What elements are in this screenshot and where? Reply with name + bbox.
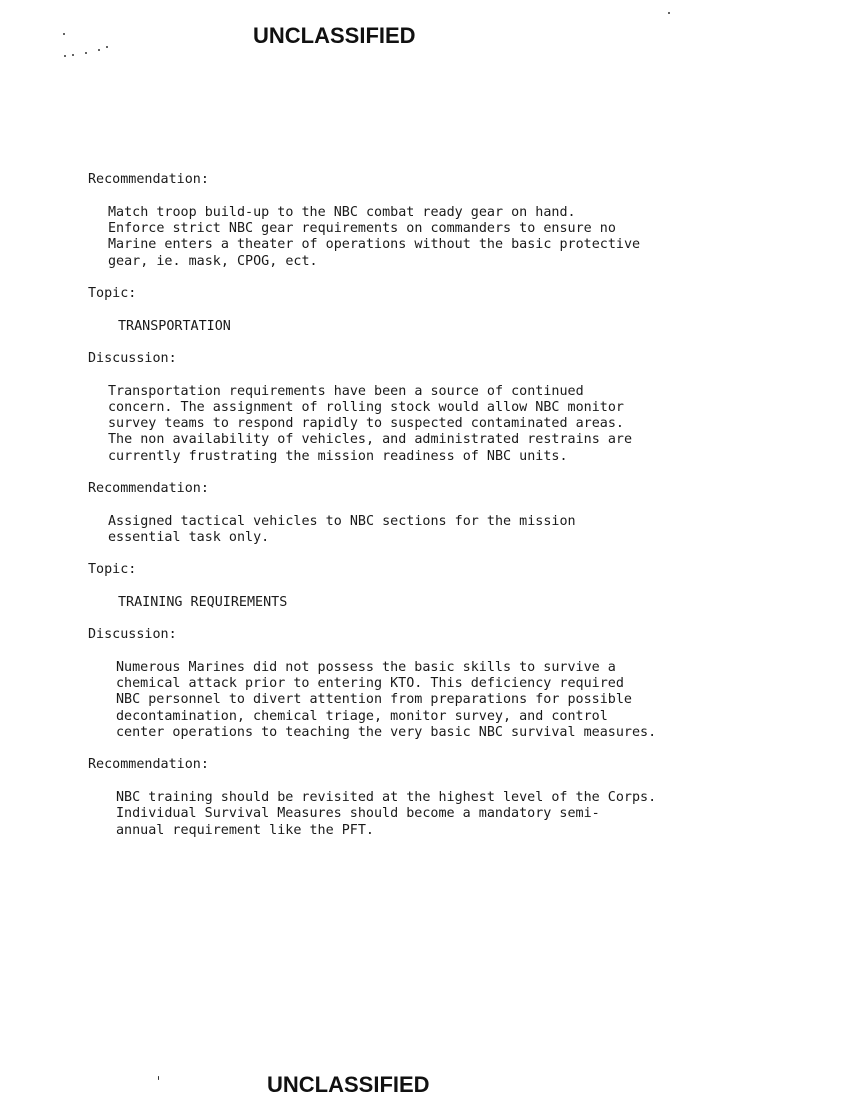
body-line: annual requirement like the PFT. xyxy=(116,823,374,838)
body-line: The non availability of vehicles, and administrated restrains are xyxy=(108,432,633,447)
body-line: Marine enters a theater of operations without the basic protective xyxy=(108,237,641,252)
section-heading-recommendation: Recommendation: xyxy=(88,172,209,187)
topic-title-training-requirements: TRAINING REQUIREMENTS xyxy=(118,595,288,610)
body-line: survey teams to respond rapidly to suspected contaminated areas. xyxy=(108,416,624,431)
body-line: chemical attack prior to entering KTO. This deficiency required xyxy=(116,676,624,691)
body-line: decontamination, chemical triage, monitor survey, and control xyxy=(116,709,608,724)
header-classification-marking: UNCLASSIFIED xyxy=(253,23,416,48)
body-line: NBC personnel to divert attention from preparations for possible xyxy=(116,692,632,707)
section-heading-recommendation: Recommendation: xyxy=(88,757,209,772)
body-line: Numerous Marines did not possess the basic skills to survive a xyxy=(116,660,616,675)
scan-speck xyxy=(72,54,74,56)
footer-classification-marking: UNCLASSIFIED xyxy=(267,1072,430,1097)
body-line: essential task only. xyxy=(108,530,270,545)
body-line: gear, ie. mask, CPOG, ect. xyxy=(108,254,318,269)
scan-speck xyxy=(106,46,108,48)
scan-speck xyxy=(668,12,670,14)
topic-title-transportation: TRANSPORTATION xyxy=(118,319,231,334)
scan-speck xyxy=(98,49,100,51)
body-line: Transportation requirements have been a source of continued xyxy=(108,384,584,399)
section-heading-topic: Topic: xyxy=(88,562,137,577)
scan-speck xyxy=(64,55,66,57)
section-heading-recommendation: Recommendation: xyxy=(88,481,209,496)
section-heading-topic: Topic: xyxy=(88,286,137,301)
body-line: center operations to teaching the very basic NBC survival measures. xyxy=(116,725,657,740)
body-line: Match troop build-up to the NBC combat ready gear on hand. xyxy=(108,205,576,220)
scan-speck xyxy=(85,52,87,54)
body-line: Assigned tactical vehicles to NBC sections for the mission xyxy=(108,514,576,529)
section-heading-discussion: Discussion: xyxy=(88,351,177,366)
body-line: currently frustrating the mission readiness of NBC units. xyxy=(108,449,568,464)
body-line: Enforce strict NBC gear requirements on commanders to ensure no xyxy=(108,221,616,236)
scan-speck xyxy=(63,33,65,35)
body-line: Individual Survival Measures should become a mandatory semi- xyxy=(116,806,600,821)
scan-speck xyxy=(158,1076,159,1080)
body-line: concern. The assignment of rolling stock would allow NBC monitor xyxy=(108,400,624,415)
body-line: NBC training should be revisited at the highest level of the Corps. xyxy=(116,790,657,805)
section-heading-discussion: Discussion: xyxy=(88,627,177,642)
